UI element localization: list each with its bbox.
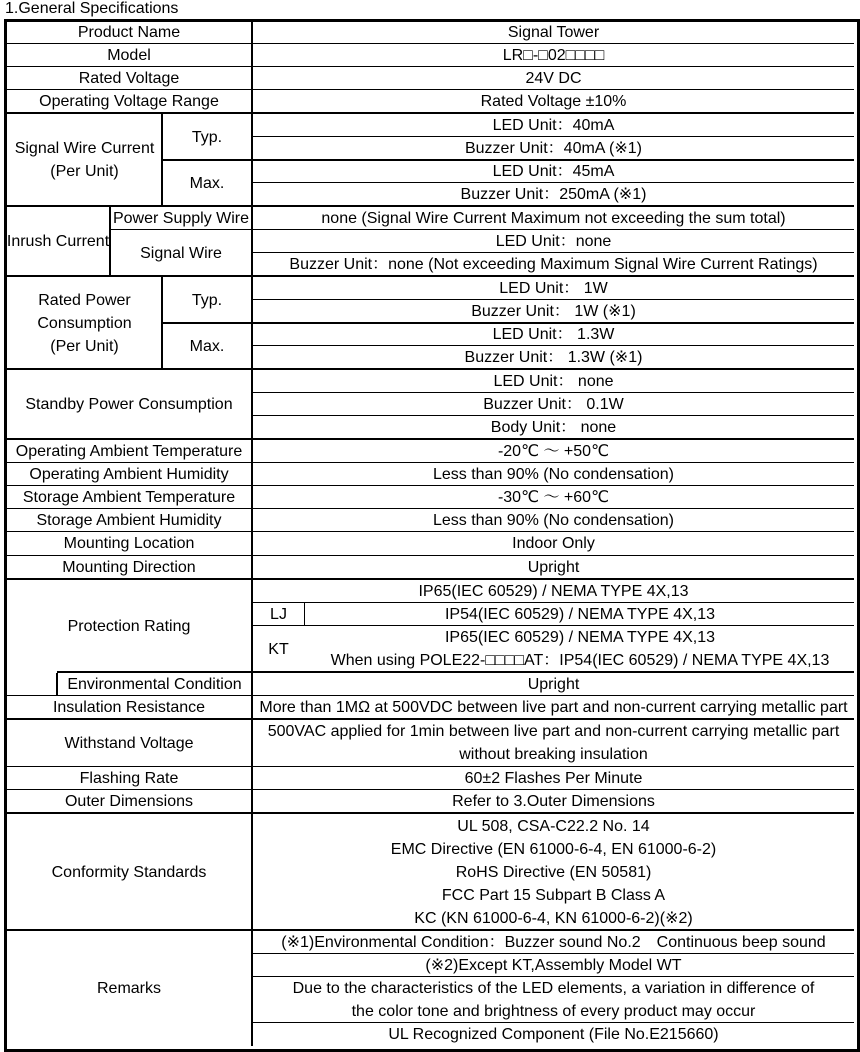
signal-wire-current-typ-led: LED Unit：40mA	[492, 117, 615, 134]
model-label: Model	[107, 47, 151, 64]
storage-temp-label: Storage Ambient Temperature	[22, 489, 236, 506]
storage-temp-value: -30℃ ～ +60℃	[497, 489, 610, 506]
mounting-location-label: Mounting Location	[63, 535, 195, 552]
rated-power-max-led: LED Unit： 1.3W	[492, 326, 615, 343]
signal-wire-current-max-label: Max.	[189, 174, 225, 192]
op-temp-value: -20℃ ～ +50℃	[497, 443, 610, 460]
rated-power-label-line1: Rated Power	[38, 291, 131, 309]
protection-default-value: IP65(IEC 60529) / NEMA TYPE 4X,13	[418, 583, 689, 600]
insulation-label: Insulation Resistance	[52, 699, 206, 716]
withstand-value	[253, 720, 854, 766]
signal-wire-current-max-buzzer: Buzzer Unit：250mA (※1)	[460, 186, 647, 203]
conformity-item: FCC Part 15 Subpart B Class A	[441, 886, 666, 904]
conformity-label: Conformity Standards	[51, 863, 207, 881]
product-name-value: Signal Tower	[507, 24, 600, 41]
mounting-direction-label: Mounting Direction	[62, 559, 196, 576]
mounting-location-value: Indoor Only	[512, 535, 595, 552]
inrush-signal-wire-label: Signal Wire	[140, 244, 222, 262]
signal-wire-current-label-line1: Signal Wire Current	[14, 140, 155, 157]
inrush-power-supply-label: Power Supply Wire	[112, 210, 250, 227]
standby-power-buzzer: Buzzer Unit： 0.1W	[483, 396, 624, 413]
remarks-label: Remarks	[96, 980, 161, 997]
protection-kt-label: KT	[268, 640, 289, 658]
conformity-item: EMC Directive (EN 61000-6-4, EN 61000-6-2)	[390, 840, 717, 858]
protection-kt-value-line2: When using POLE22-□□□□AT：IP54(IEC 60529) / NEMA TYPE 4X,13	[330, 652, 830, 669]
environmental-value: Upright	[527, 676, 580, 693]
storage-humidity-label: Storage Ambient Humidity	[36, 512, 222, 529]
rated-power-typ-led: LED Unit： 1W	[499, 280, 608, 297]
remark-3	[253, 977, 854, 1023]
withstand-label: Withstand Voltage	[64, 734, 194, 752]
standby-power-label: Standby Power Consumption	[25, 396, 233, 413]
remark-2: (※2)Except KT,Assembly Model WT	[425, 957, 682, 974]
rated-power-typ-label: Typ.	[191, 291, 223, 309]
signal-wire-current-label	[7, 114, 162, 206]
rated-power-label	[7, 277, 162, 369]
rated-voltage-value: 24V DC	[525, 70, 582, 87]
outer-dimensions-value: Refer to 3.Outer Dimensions	[452, 793, 655, 810]
storage-humidity-value: Less than 90% (No condensation)	[432, 512, 675, 529]
remark-3-line1: Due to the characteristics of the LED elements, a variation in difference of	[292, 980, 815, 997]
remark-3-line2: the color tone and brightness of every product may occur	[351, 1003, 756, 1020]
standby-power-led: LED Unit： none	[493, 373, 614, 390]
conformity-item: UL 508, CSA-C22.2 No. 14	[457, 817, 650, 835]
conformity-item: KC (KN 61000-6-4, KN 61000-6-2)(※2)	[414, 909, 693, 927]
rated-power-label-line2: Consumption	[37, 314, 132, 332]
inrush-current-label: Inrush Current	[6, 233, 110, 250]
protection-label: Protection Rating	[67, 617, 191, 635]
op-temp-label: Operating Ambient Temperature	[15, 443, 243, 460]
signal-wire-current-typ-buzzer: Buzzer Unit：40mA (※1)	[464, 140, 643, 157]
product-name-label: Product Name	[77, 24, 181, 41]
remark-4: UL Recognized Component (File No.E215660)	[388, 1026, 719, 1043]
signal-wire-current-typ-label: Typ.	[191, 128, 223, 146]
mounting-direction-value: Upright	[527, 559, 580, 576]
signal-wire-current-max-led: LED Unit：45mA	[492, 163, 615, 180]
page-heading: 1.General Specifications	[5, 0, 179, 17]
operating-voltage-range-value: Rated Voltage ±10%	[480, 93, 627, 110]
protection-lj-label: LJ	[270, 606, 287, 623]
environmental-label: Environmental Condition	[67, 676, 242, 693]
op-humidity-value: Less than 90% (No condensation)	[432, 466, 675, 483]
rated-power-max-buzzer: Buzzer Unit： 1.3W (※1)	[464, 349, 643, 366]
inrush-power-supply-value: none (Signal Wire Current Maximum not exceeding the sum total)	[321, 210, 786, 227]
inrush-signal-wire-led: LED Unit：none	[495, 233, 612, 250]
inrush-signal-wire-buzzer: Buzzer Unit：none (Not exceeding Maximum Signal Wire Current Ratings)	[289, 256, 818, 273]
rated-voltage-label: Rated Voltage	[78, 70, 180, 87]
rated-power-max-label: Max.	[189, 337, 225, 355]
model-value: LR□-□02□□□□	[502, 47, 605, 64]
signal-wire-current-label-line2: (Per Unit)	[50, 163, 119, 180]
withstand-value-line2: without breaking insulation	[459, 746, 648, 763]
outer-dimensions-label: Outer Dimensions	[64, 793, 194, 810]
flashing-value: 60±2 Flashes Per Minute	[464, 770, 643, 787]
rated-power-label-line3: (Per Unit)	[50, 337, 119, 355]
protection-kt-value-line1: IP65(IEC 60529) / NEMA TYPE 4X,13	[444, 629, 716, 646]
flashing-label: Flashing Rate	[79, 770, 179, 787]
protection-kt-value	[306, 626, 854, 672]
conformity-list	[253, 814, 854, 930]
protection-lj-value: IP54(IEC 60529) / NEMA TYPE 4X,13	[444, 606, 716, 623]
op-humidity-label: Operating Ambient Humidity	[29, 466, 229, 483]
operating-voltage-range-label: Operating Voltage Range	[39, 93, 219, 110]
standby-power-body: Body Unit： none	[490, 419, 617, 436]
rated-power-typ-buzzer: Buzzer Unit： 1W (※1)	[471, 303, 636, 320]
withstand-value-line1: 500VAC applied for 1min between live part and non-current carrying metallic part	[267, 723, 840, 740]
remark-1: (※1)Environmental Condition：Buzzer sound No.2 Continuous beep sound	[281, 934, 826, 951]
conformity-item: RoHS Directive (EN 50581)	[455, 863, 652, 881]
insulation-value: More than 1MΩ at 500VDC between live part and non-current carrying metallic part	[259, 699, 848, 716]
